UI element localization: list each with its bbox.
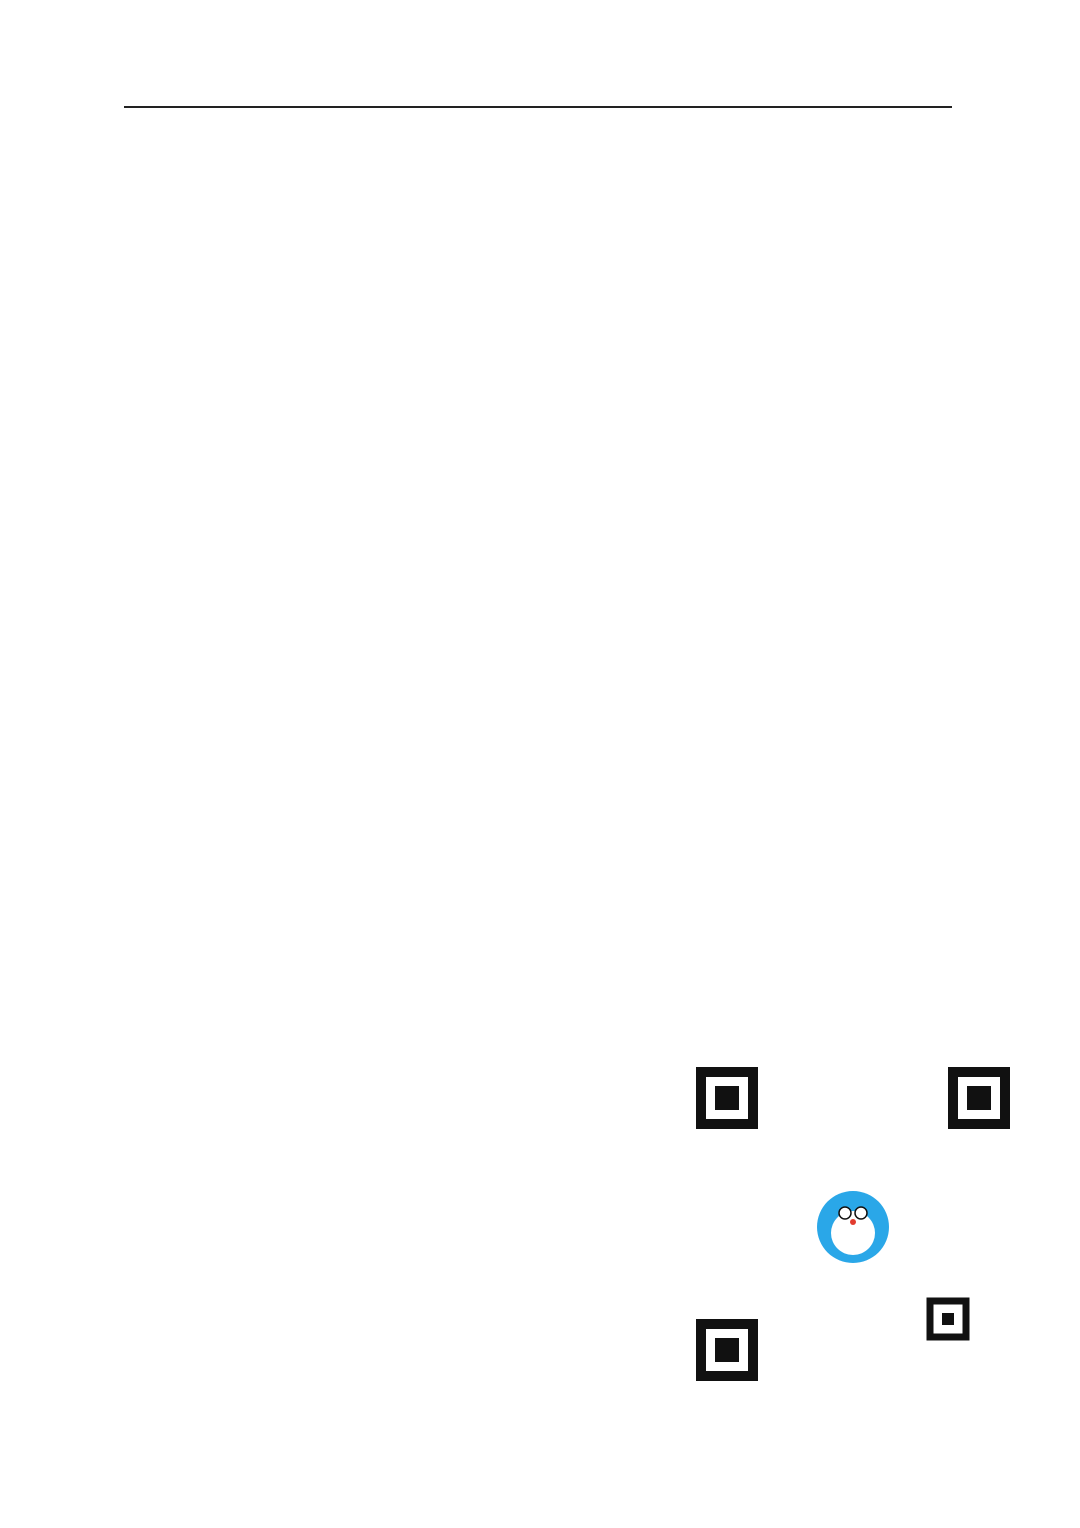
header-rule — [124, 106, 952, 108]
qr-code[interactable] — [694, 1065, 1012, 1383]
